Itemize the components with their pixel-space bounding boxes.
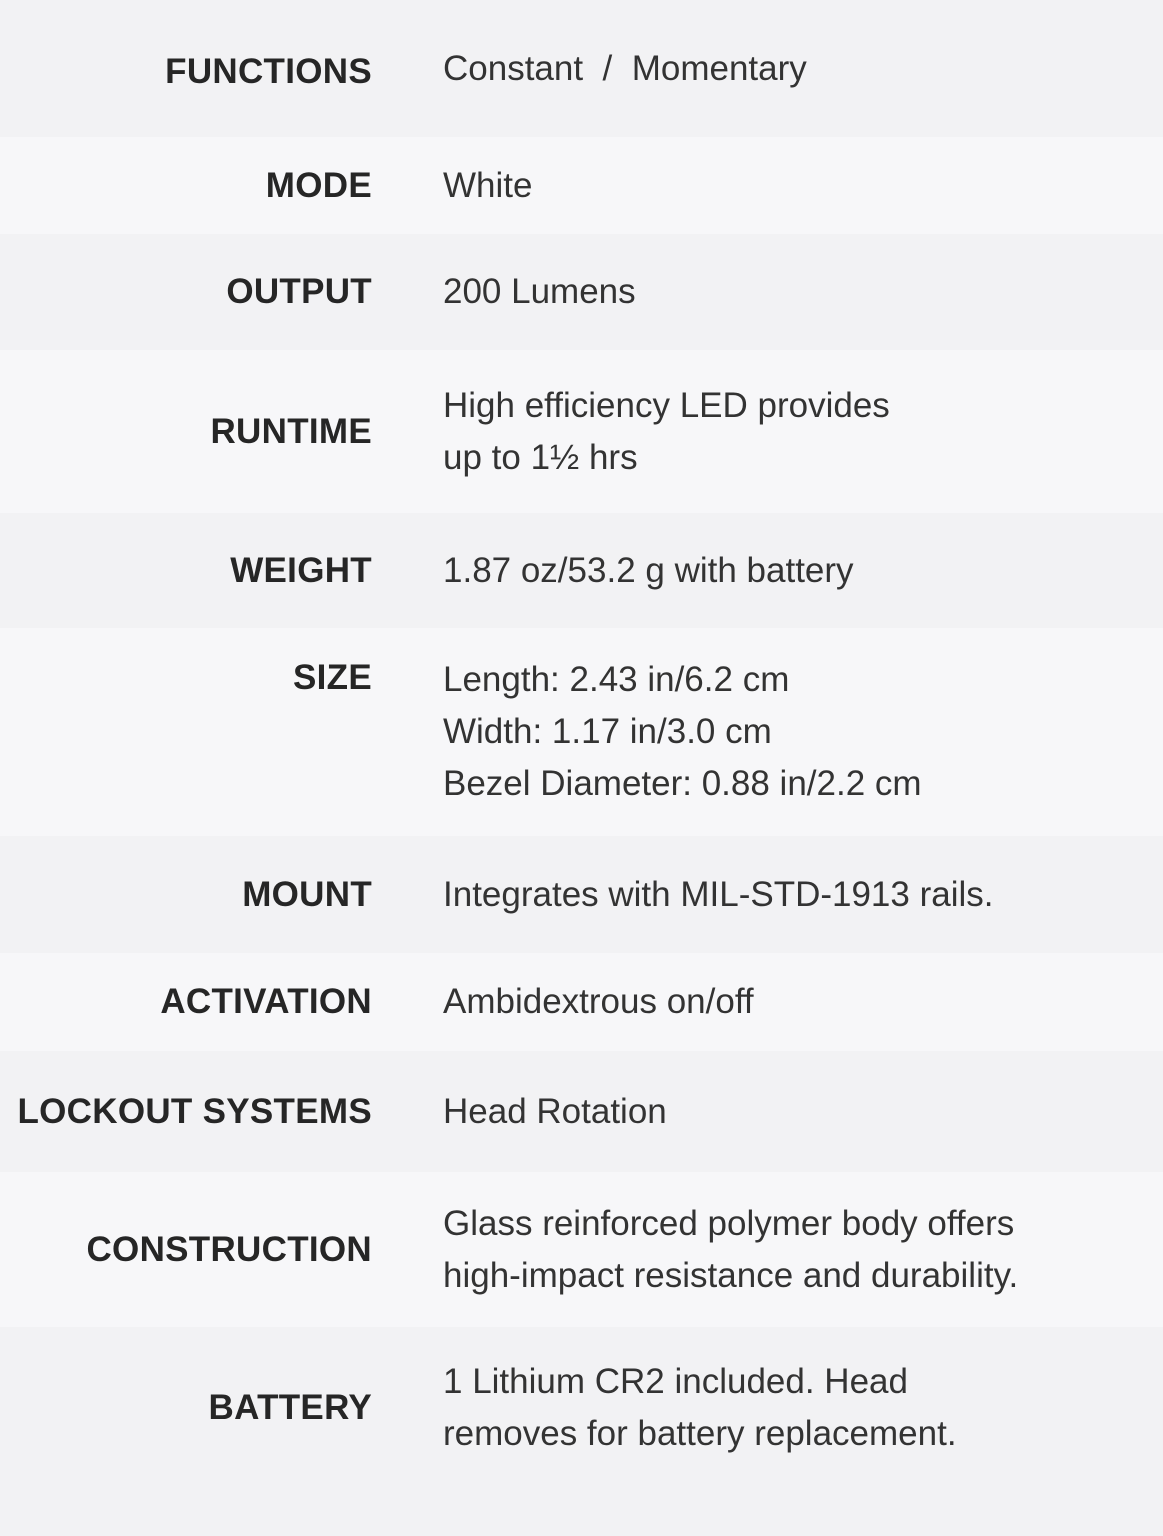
spec-row-mode [0, 137, 1163, 234]
spec-label: WEIGHT [230, 550, 372, 590]
spec-row-functions [0, 0, 1163, 137]
spec-value [443, 654, 922, 810]
spec-label: CONSTRUCTION [86, 1229, 372, 1269]
spec-row-construction [0, 1172, 1163, 1327]
spec-value-line: High efficiency LED provides [443, 385, 890, 425]
spec-row-mount [0, 836, 1163, 953]
spec-row-output [0, 234, 1163, 350]
spec-label: LOCKOUT SYSTEMS [17, 1091, 372, 1131]
spec-value-line: Head Rotation [443, 1091, 667, 1131]
spec-value-line: Integrates with MIL-STD-1913 rails. [443, 874, 994, 914]
spec-value [443, 869, 993, 921]
spec-value-line: Glass reinforced polymer body offers [443, 1203, 1015, 1243]
spec-value-line: Length: 2.43 in/6.2 cm [443, 660, 790, 699]
spec-label: MODE [265, 165, 372, 205]
spec-value-line: 200 Lumens [443, 272, 636, 311]
spec-value [443, 380, 890, 484]
spec-label: BATTERY [208, 1387, 372, 1427]
spec-row-size [0, 628, 1163, 836]
spec-value-line: Constant / Momentary [443, 48, 807, 88]
spec-row-lockout-systems [0, 1051, 1163, 1172]
spec-label: MOUNT [242, 874, 372, 914]
spec-value-line: White [443, 165, 533, 205]
spec-value [443, 43, 807, 95]
spec-value [443, 160, 532, 212]
spec-label: FUNCTIONS [165, 51, 372, 91]
spec-value-line: Width: 1.17 in/3.0 cm [443, 712, 772, 751]
spec-value-line: Bezel Diameter: 0.88 in/2.2 cm [443, 764, 922, 803]
spec-value [443, 266, 636, 318]
spec-value-line: high-impact resistance and durability. [443, 1255, 1019, 1295]
spec-label: OUTPUT [226, 272, 372, 311]
spec-label: RUNTIME [210, 411, 372, 451]
spec-value [443, 1356, 957, 1460]
spec-row-weight [0, 513, 1163, 628]
spec-label: ACTIVATION [160, 982, 372, 1021]
spec-value-line: up to 1½ hrs [443, 437, 638, 477]
spec-value-line: removes for battery replacement. [443, 1413, 957, 1453]
spec-row-activation [0, 953, 1163, 1051]
spec-row-battery [0, 1327, 1163, 1536]
spec-value [443, 1086, 667, 1138]
spec-row-runtime [0, 350, 1163, 513]
spec-value-line: 1 Lithium CR2 included. Head [443, 1361, 908, 1401]
spec-label: SIZE [293, 658, 372, 697]
spec-value [443, 976, 754, 1028]
spec-value [443, 1198, 1018, 1302]
spec-value-line: Ambidextrous on/off [443, 982, 754, 1021]
spec-value-line: 1.87 oz/53.2 g with battery [443, 550, 854, 590]
spec-value [443, 545, 854, 597]
